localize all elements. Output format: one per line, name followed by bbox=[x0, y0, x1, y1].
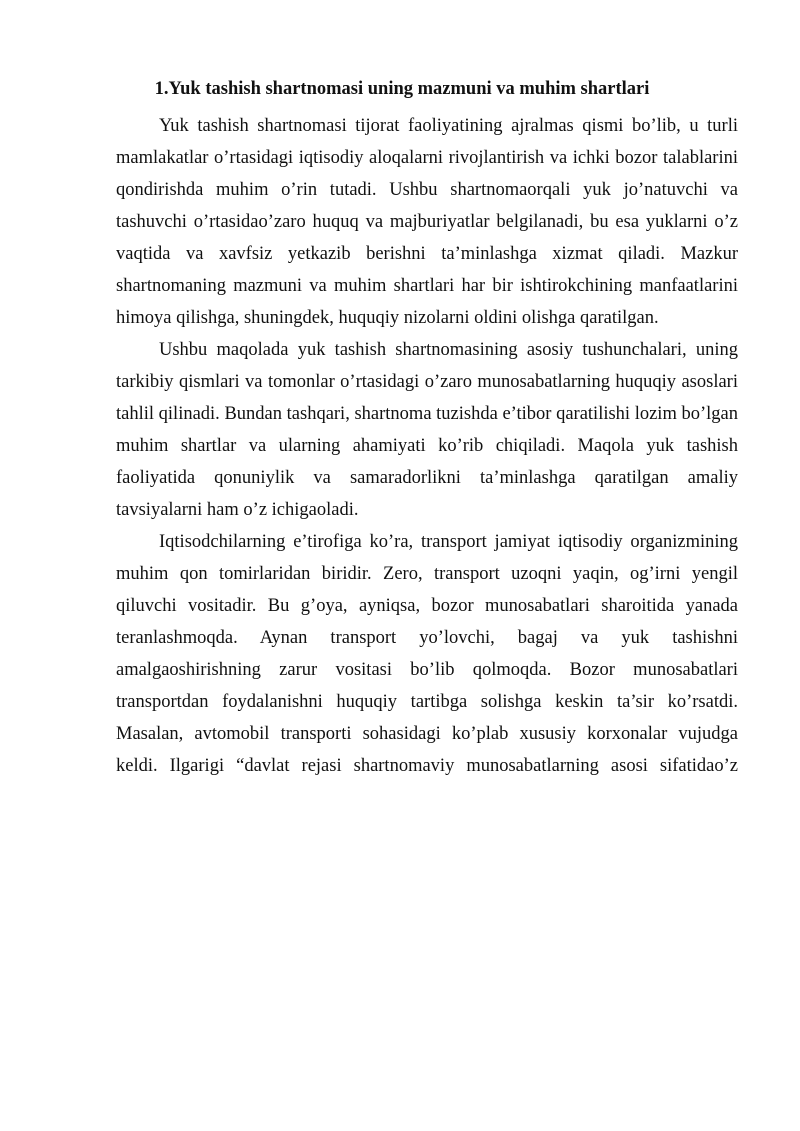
paragraph-3: Iqtisodchilarning e’tirofiga ko’ra, transport jamiyat iqtisodiy organizmining muhim qon tomirlaridan biridir. Zero, transport uzoqni yaqin, og’irni yengil qiluvchi vositadir. Bu g’oya, ayniqsa, bozor munosabatlari sharoitida yanada teranlashmoqda. Aynan transport yo’lovchi, bagaj va yuk tashishni amalgaoshirishning zarur vositasi bo’lib qolmoqda. Bozor munosabatlari transportdan foydalanishni huquqiy tartibga solishga keskin ta’sir ko’rsatdi. Masalan, avtomobil transporti sohasidagi ko’plab xususiy korxonalar vujudga keldi. Ilgarigi “davlat rejasi shartnomaviy munosabatlarning asosi sifatidao’z bbox=[116, 532, 738, 776]
paragraph-1: Yuk tashish shartnomasi tijorat faoliyatining ajralmas qismi bo’lib, u turli mamlakatlar o’rtasidagi iqtisodiy aloqalarni rivojlantirish va ichki bozor talablarini qondirishda muhim o’rin tutadi. Ushbu shartnomaorqali yuk jo’natuvchi va tashuvchi o’rtasidao’zaro huquq va majburiyatlar belgilanadi, bu esa yuklarni o’z vaqtida va xavfsiz yetkazib berishni ta’minlashga xizmat qiladi. Mazkur shartnomaning mazmuni va muhim shartlari har bir ishtirokchining manfaatlarini himoya qilishga, shuningdek, huquqiy nizolarni oldini olishga qaratilgan. bbox=[116, 116, 738, 328]
body-text bbox=[116, 110, 738, 782]
paragraph-2: Ushbu maqolada yuk tashish shartnomasining asosiy tushunchalari, uning tarkibiy qismlari va tomonlar o’rtasidagi o’zaro munosabatlarning huquqiy asoslari tahlil qilinadi. Bundan tashqari, shartnoma tuzishda e’tibor qaratilishi lozim bo’lgan muhim shartlar va ularning ahamiyati ko’rib chiqiladi. Maqola yuk tashish faoliyatida qonuniylik va samaradorlikni ta’minlashga qaratilgan amaliy tavsiyalarni ham o’z ichigaoladi. bbox=[116, 340, 738, 520]
section-heading: 1.Yuk tashish shartnomasi uning mazmuni va muhim shartlari bbox=[154, 79, 650, 99]
